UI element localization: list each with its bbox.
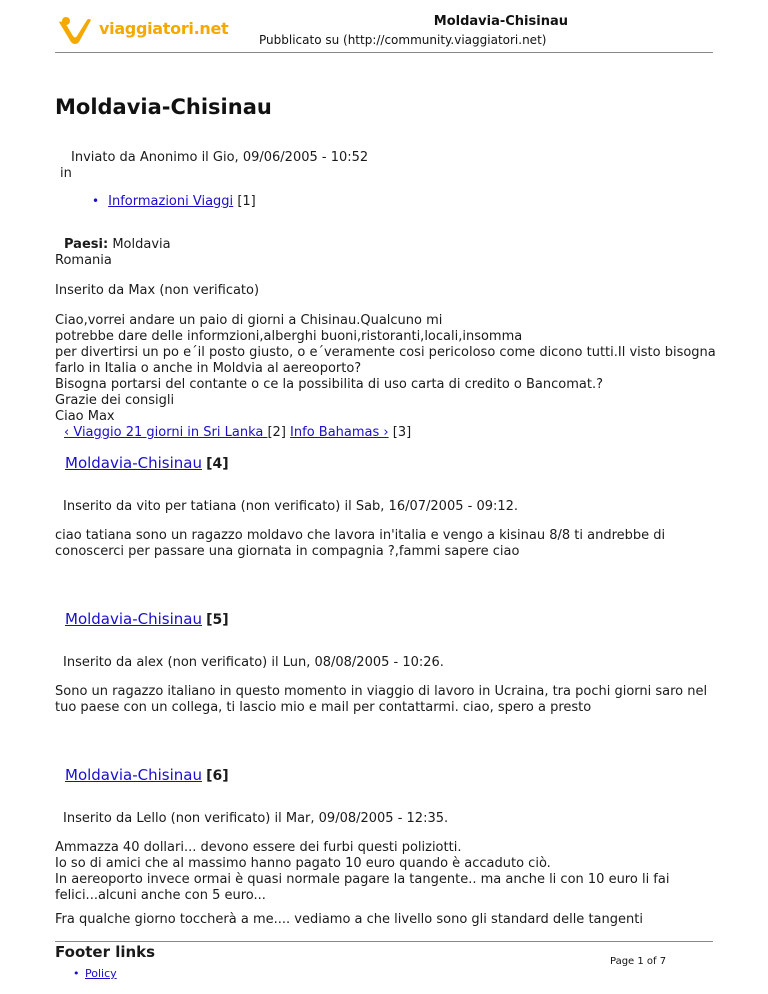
category-ref: [1]: [237, 194, 256, 209]
category-list: [92, 193, 256, 210]
comment-body-extra: Fra qualche giorno toccherà a me.... vediamo a che livello sono gli standard delle tangenti: [55, 912, 643, 927]
logo-text: viaggiatori.net: [99, 19, 229, 38]
page-header: [55, 0, 713, 53]
comment-link[interactable]: Moldavia-Chisinau: [65, 610, 202, 628]
comment-body: [55, 840, 745, 904]
comment-title: [65, 611, 229, 629]
footer-heading: Footer links: [55, 943, 156, 961]
body-line: farlo in Italia o anche in Moldvia al aereoporto?: [55, 361, 362, 376]
next-post-link[interactable]: Info Bahamas ›: [290, 425, 389, 440]
comment-meta: Inserito da Lello (non verificato) il Mar, 09/08/2005 - 12:35.: [63, 811, 449, 826]
list-item: [92, 193, 256, 210]
body-line: In aereoporto invece ormai è quasi normale pagare la tangente.. ma anche li con 10 euro li fai: [55, 872, 670, 887]
body-line: conoscerci per passare una giornata in compagnia ?,fammi sapere ciao: [55, 544, 520, 559]
body-line: felici...alcuni anche con 5 euro...: [55, 888, 266, 903]
comment-meta: Inserito da vito per tatiana (non verificato) il Sab, 16/07/2005 - 09:12.: [63, 499, 519, 514]
body-line: potrebbe dare delle informzioni,alberghi buoni,ristoranti,locali,insomma: [55, 329, 523, 344]
footer-divider: [55, 941, 713, 942]
page-title: Moldavia-Chisinau: [55, 95, 272, 119]
body-line: per divertirsi un po e´il posto giusto, o e´veramente cosi pericoloso come dicono tutti.Il visto bisogna: [55, 345, 716, 360]
paesi-value: Moldavia: [112, 237, 171, 252]
body-line: tuo paese con un collega, ti lascio mio e mail per contattarmi. ciao, spero a presto: [55, 700, 592, 715]
logo-mark-icon: [57, 16, 93, 44]
comment-body: [55, 528, 745, 560]
prev-ref: [2]: [267, 425, 286, 440]
paesi-label: Paesi:: [64, 237, 109, 252]
post-body: [55, 313, 745, 425]
prev-post-link[interactable]: ‹ Viaggio 21 giorni in Sri Lanka: [64, 425, 268, 440]
comment-ref: [4]: [206, 456, 229, 472]
category-link[interactable]: Informazioni Viaggi: [108, 194, 234, 209]
body-line: ciao tatiana sono un ragazzo moldavo che lavora in'italia e vengo a kisinau 8/8 ti andrebbe di: [55, 528, 666, 543]
post-author: Inserito da Max (non verificato): [55, 283, 260, 298]
comment-ref: [6]: [206, 768, 229, 784]
body-line: Bisogna portarsi del contante o ce la possibilita di uso carta di credito o Bancomat.?: [55, 377, 603, 392]
comment-title: [65, 455, 229, 473]
paesi-value: Romania: [55, 253, 112, 268]
body-line: Ciao,vorrei andare un paio di giorni a Chisinau.Qualcuno mi: [55, 313, 443, 328]
next-ref: [3]: [392, 425, 412, 440]
footer-policy-link[interactable]: • Policy: [85, 966, 117, 982]
comment-body: [55, 684, 745, 716]
body-line: Grazie dei consigli: [55, 393, 175, 408]
comment-meta: Inserito da alex (non verificato) il Lun, 08/08/2005 - 10:26.: [63, 655, 444, 670]
body-line: Ciao Max: [55, 409, 115, 424]
paesi-row: [64, 237, 171, 253]
comment-ref: [5]: [206, 612, 229, 628]
comment-title: [65, 767, 229, 785]
body-line: Io so di amici che al massimo hanno pagato 10 euro quando è accaduto ciò.: [55, 856, 551, 871]
comment-link[interactable]: Moldavia-Chisinau: [65, 766, 202, 784]
body-line: Sono un ragazzo italiano in questo momento in viaggio di lavoro in Ucraina, tra pochi giorni saro nel: [55, 684, 708, 699]
body-line: Ammazza 40 dollari... devono essere dei furbi questi poliziotti.: [55, 840, 462, 855]
comment-link[interactable]: Moldavia-Chisinau: [65, 454, 202, 472]
page-number: Page 1 of 7: [610, 956, 667, 967]
header-title: Moldavia-Chisinau: [433, 14, 568, 29]
post-pager: [64, 425, 411, 441]
post-in-label: in: [60, 166, 72, 181]
header-subtitle: Pubblicato su (http://community.viaggiatori.net): [259, 33, 547, 47]
post-meta: Inviato da Anonimo il Gio, 09/06/2005 - 10:52: [71, 150, 369, 165]
